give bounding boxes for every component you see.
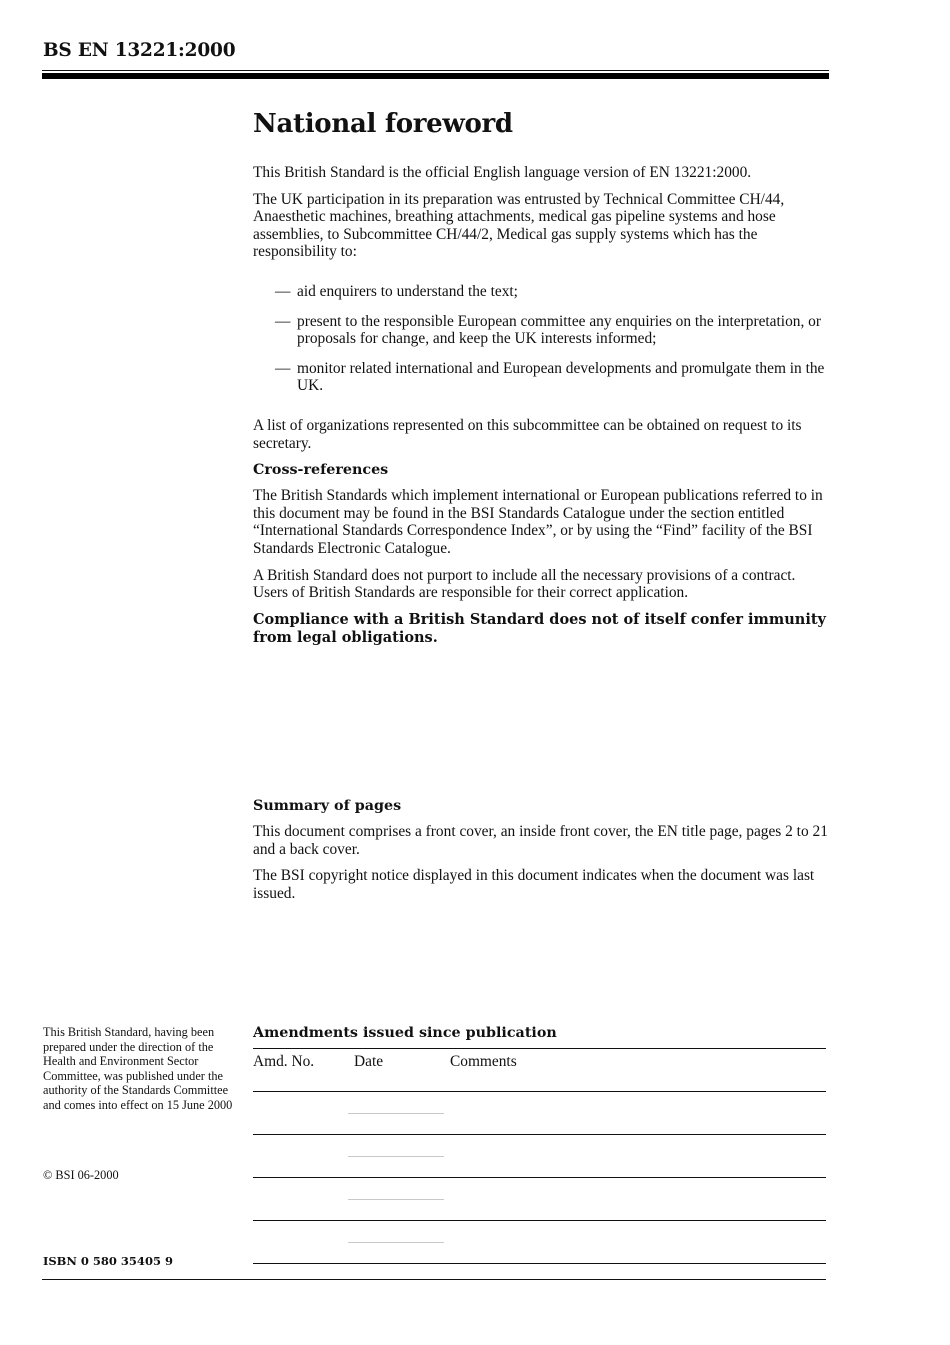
responsibility-list (253, 283, 828, 395)
list-item: — present to the responsible European committee any enquiries on the interpretation, or proposals for change, and keep the UK interests informed; (253, 313, 828, 348)
date-cell-line (348, 1199, 444, 1200)
isbn-label: ISBN 0 580 35405 9 (43, 1254, 173, 1268)
participation-paragraph: The UK participation in its preparation was entrusted by Technical Committee CH/44, Anaesthetic machines, breathing attachments, medical gas pipeline systems and hose assemblies, to Subcommittee CH/44/2, Medical gas supply systems which has the responsibility to: (253, 190, 785, 261)
cross-references-heading: Cross-references (253, 462, 389, 479)
list-item: — aid enquirers to understand the text; (253, 283, 828, 301)
footer-rule (42, 1279, 826, 1280)
publication-note: This British Standard, having been prepared under the direction of the Health and Environment Sector Committee, was published under the authority of the Standards Committee and comes into effect on 15 June 2000 (43, 1025, 233, 1112)
header-rule-thick (42, 73, 829, 79)
table-row-rule (253, 1177, 826, 1178)
header-rule-thin (42, 70, 829, 71)
standard-id-header: BS EN 13221:2000 (43, 40, 236, 61)
table-rule (253, 1048, 826, 1049)
column-header-comments: Comments (450, 1053, 517, 1070)
national-foreword-section (253, 108, 828, 656)
column-header-date: Date (354, 1053, 384, 1070)
amendments-table (253, 1024, 826, 1070)
provisions-paragraph: A British Standard does not purport to include all the necessary provisions of a contract. Users of British Standards are responsible for their correct application. (253, 566, 796, 602)
summary-paragraph: This document comprises a front cover, an inside front cover, the EN title page, pages 2 to 21 and a back cover. (253, 823, 828, 858)
page-title: National foreword (253, 109, 513, 139)
date-cell-line (348, 1113, 444, 1114)
copyright-label: © BSI 06-2000 (43, 1168, 119, 1182)
summary-section (253, 797, 828, 911)
organizations-paragraph: A list of organizations represented on this subcommittee can be obtained on request to its secretary. (253, 416, 802, 452)
column-header-amd-no: Amd. No. (253, 1053, 315, 1070)
intro-paragraph: This British Standard is the official English language version of EN 13221:2000. (253, 164, 752, 181)
table-row-rule (253, 1263, 826, 1264)
date-cell-line (348, 1242, 444, 1243)
list-item: — monitor related international and European developments and promulgate them in the UK. (253, 360, 828, 395)
amendments-title: Amendments issued since publication (253, 1025, 557, 1041)
table-row-rule (253, 1091, 826, 1092)
compliance-notice: Compliance with a British Standard does not of itself confer immunity from legal obligations. (253, 610, 826, 646)
date-cell-line (348, 1156, 444, 1157)
cross-references-paragraph: The British Standards which implement international or European publications referred to in this document may be found in the BSI Standards Catalogue under the section entitled “International Standards Correspondence Index”, or by using the “Find” facility of the BSI Standards Electronic Catalogue. (253, 487, 823, 557)
table-row-rule (253, 1134, 826, 1135)
summary-heading: Summary of pages (253, 798, 402, 814)
copyright-notice-paragraph: The BSI copyright notice displayed in this document indicates when the document was last issued. (253, 867, 815, 902)
table-row-rule (253, 1220, 826, 1221)
